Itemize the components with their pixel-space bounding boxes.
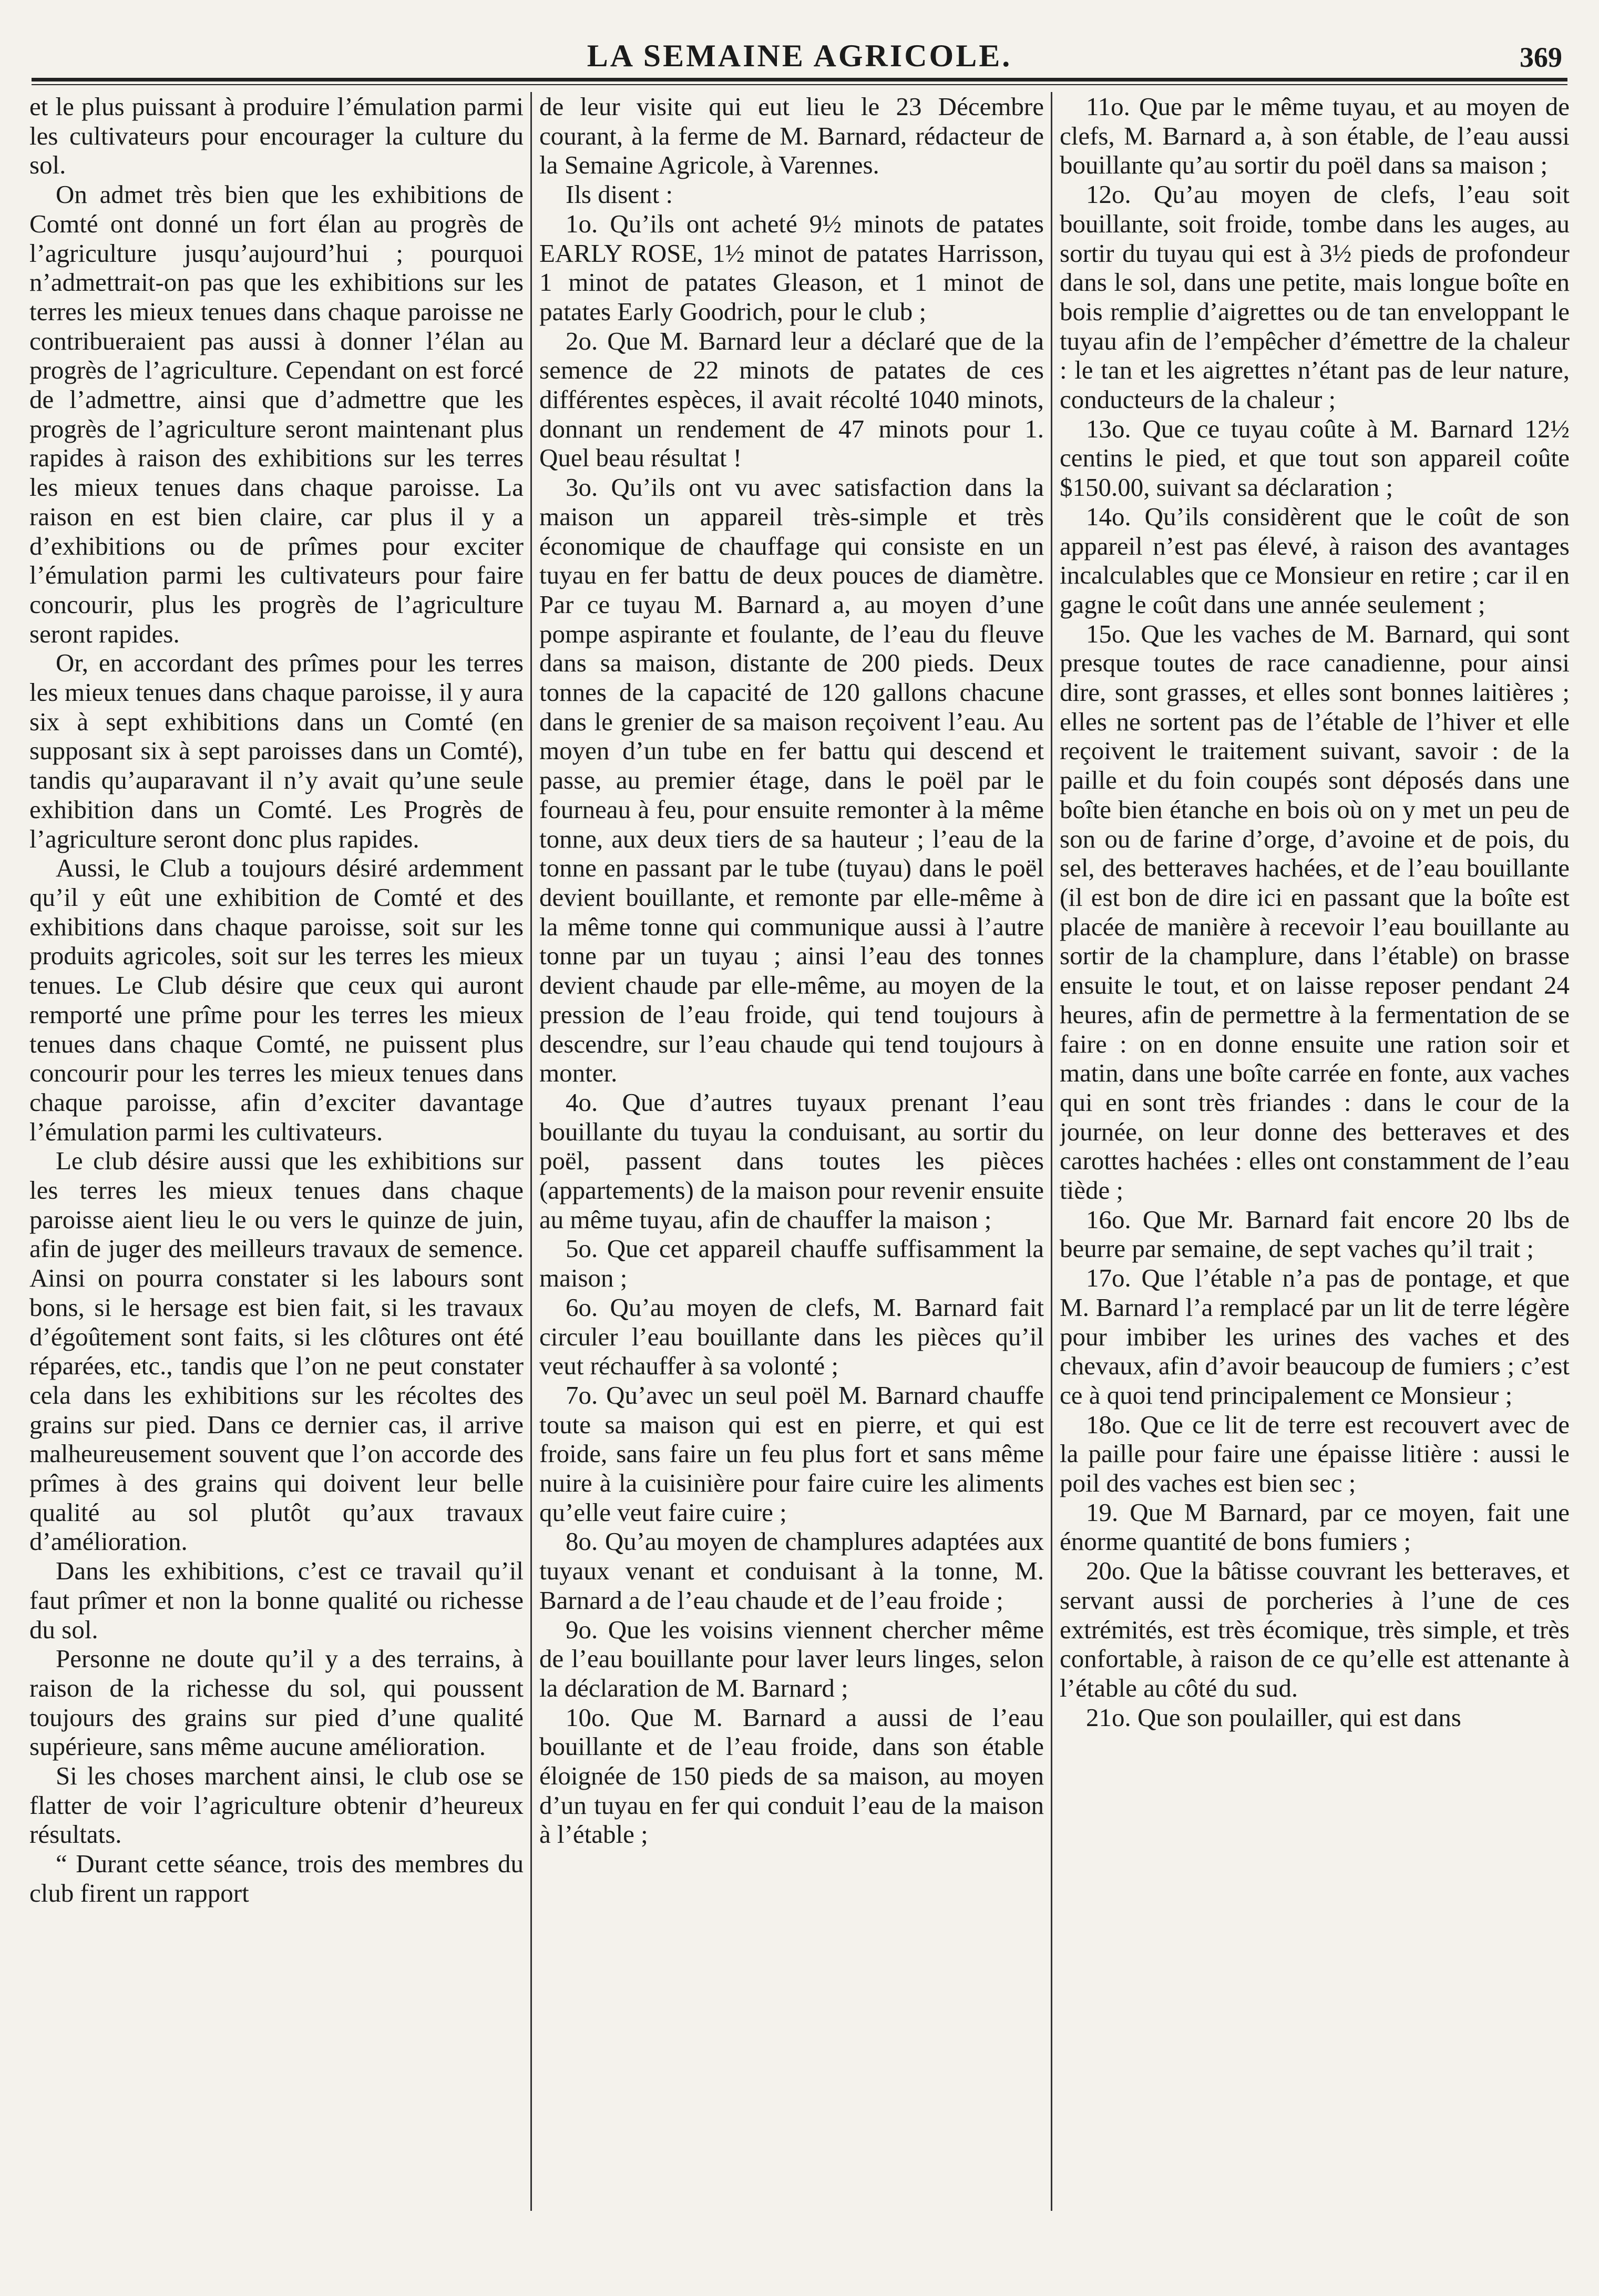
paragraph: 21o. Que son poulailler, qui est dans [1086,1702,1461,1732]
paragraph: Aussi, le Club a toujours désiré ardemment qu’il y eût une exhibition de Comté et des exhibitions dans chaque paroisse, soit sur les produits agricoles, soit sur les terres les mieux tenues. Le Club désire que ceux qui auront remporté une prîme pour les terres les mieux tenues dans chaque Comté, ne puissent plus concourir pour les terres les mieux tenues dans chaque paroisse, afin d’exciter davantage l’émulation parmi les cultivateurs. [29,853,524,1146]
column-divider [530,92,532,2211]
paragraph: 9o. Que les voisins viennent chercher même de l’eau bouillante pour laver leurs linges, selon la déclaration de M. Barnard ; [539,1615,1044,1702]
paragraph: 19. Que M Barnard, par ce moyen, fait une énorme quantité de bons fumiers ; [1060,1497,1570,1556]
paragraph: 3o. Qu’ils ont vu avec satisfaction dans la maison un appareil très-simple et très économique de chauffage qui consiste en un tuyau en fer battu de deux pouces de diamètre. Par ce tuyau M. Barnard a, au moyen d’une pompe aspirante et foulante, de l’eau du fleuve dans sa maison, distante de 200 pieds. Deux tonnes de la capacité de 120 gallons chacune dans le grenier de sa maison reçoivent l’eau. Au moyen d’un tube en fer battu qui descend et passe, au premier étage, dans le poël par le fourneau à feu, pour ensuite remonter à la même tonne, aux deux tiers de sa hauteur ; l’eau de la tonne en passant par le tube (tuyau) dans le poël devient bouillante, et remonte par elle-même à la même tonne qui communique aussi à l’autre tonne par un tuyau ; ainsi l’eau des tonnes devient chaude par elle-même, au moyen de la pression de l’eau froide, qui tend toujours à descendre, sur l’eau chaude qui tend toujours à monter. [539,473,1044,1088]
paragraph: 1o. Qu’ils ont acheté 9½ minots de patates EARLY ROSE, 1½ minot de patates Harrisson, 1 minot de patates Gleason, et 1 minot de patates Early Goodrich, pour le club ; [539,209,1044,326]
paragraph: On admet très bien que les exhibitions de Comté ont donné un fort élan au progrès de l’agriculture jusqu’aujourd’hui ; pourquoi n’admettrait-on pas que les exhibitions sur les terres les mieux tenues dans chaque paroisse ne contribueraient pas aussi à donner l’élan au progrès de l’agriculture. Cependant on est forcé de l’admettre, ainsi que d’admettre que les progrès de l’agriculture seront maintenant plus rapides à raison des exhibitions sur les terres les mieux tenues dans chaque paroisse. La raison en est bien claire, car plus il y a d’exhibitions ou de prîmes pour exciter l’émulation parmi les cultivateurs pour faire concourir, plus les progrès de l’agriculture seront rapides. [29,180,524,648]
paragraph: 20o. Que la bâtisse couvrant les betteraves, et servant aussi de porcheries à l’une de ces extrémités, est très écomique, très simple, et très confortable, à raison de ce qu’elle est attenante à l’étable au côté du sud. [1060,1556,1570,1702]
paragraph: 17o. Que l’étable n’a pas de pontage, et que M. Barnard l’a remplacé par un lit de terre légère pour imbiber les urines des vaches et des chevaux, afin d’avoir beaucoup de fumiers ; c’est ce à quoi tend principalement ce Monsieur ; [1060,1263,1570,1410]
paragraph: 7o. Qu’avec un seul poël M. Barnard chauffe toute sa maison qui est en pierre, et qui est froide, sans faire un feu plus fort et sans même nuire à la cuisinière pour faire cuire les aliments qu’elle veut faire cuire ; [539,1380,1044,1527]
header-rule-thin [32,84,1567,85]
paragraph: 13o. Que ce tuyau coûte à M. Barnard 12½ centins le pied, et que tout son appareil coûte $150.00, suivant sa déclaration ; [1060,414,1570,502]
paragraph: 15o. Que les vaches de M. Barnard, qui sont presque toutes de race canadienne, pour ainsi dire, sont grasses, et elles sont bonnes laitières ; elles ne sortent pas de l’étable de l’hiver et elle reçoivent le traitement suivant, savoir : de la paille et du foin coupés sont déposés dans une boîte bien étanche en bois où on y met un peu de son ou de farine d’orge, d’avoine et de pois, du sel, des betteraves hachées, et de l’eau bouillante (il est bon de dire ici en passant que la boîte est placée de manière à recevoir l’eau bouillante au sortir de la champlure, dans l’étable) on brasse ensuite le tout, et on laisse reposer pendant 24 heures, afin de permettre à la fermentation de se faire : on en donne ensuite une ration soir et matin, dans une boîte carrée en fonte, aux vaches qui en sont très friandes : dans le cour de la journée, on leur donne des betteraves et des carottes hachées : elles ont constamment de l’eau tiède ; [1060,619,1570,1205]
text-columns [29,92,1570,2258]
column-2 [539,92,1044,2258]
paragraph: Personne ne doute qu’il y a des terrains, à raison de la richesse du sol, qui poussent toujours des grains sur pied d’une qualité supérieure, sans même aucune amélioration. [29,1644,524,1761]
paragraph: 6o. Qu’au moyen de clefs, M. Barnard fait circuler l’eau bouillante dans les pièces qu’il veut réchauffer à sa volonté ; [539,1292,1044,1381]
column-3 [1060,92,1570,2258]
paragraph: 8o. Qu’au moyen de champlures adaptées aux tuyaux venant et conduisant à la tonne, M. Barnard a de l’eau chaude et de l’eau froide ; [539,1527,1044,1615]
paragraph: Or, en accordant des prîmes pour les terres les mieux tenues dans chaque paroisse, il y aura six à sept exhibitions dans un Comté (en supposant six à sept paroisses dans un Comté), tandis qu’auparavant il n’y avait qu’une seule exhibition dans un Comté. Les Progrès de l’agriculture seront donc plus rapides. [29,648,524,853]
paragraph: 11o. Que par le même tuyau, et au moyen de clefs, M. Barnard a, à son étable, de l’eau aussi bouillante qu’au sortir du poël dans sa maison ; [1060,92,1570,180]
paragraph: 12o. Qu’au moyen de clefs, l’eau soit bouillante, soit froide, tombe dans les auges, au sortir du tuyau qui est à 3½ pieds de profondeur dans le sol, dans une petite, mais longue boîte en bois remplie d’aigrettes ou de tan enveloppant le tuyau afin de l’empêcher d’émettre de la chaleur : le tan et les aigrettes n’étant pas de leur nature, conducteurs de la chaleur ; [1060,180,1570,414]
page-number: 369 [1520,42,1562,73]
paragraph: 4o. Que d’autres tuyaux prenant l’eau bouillante du tuyau la conduisant, au sortir du poël, passent dans toutes les pièces (appartements) de la maison pour revenir ensuite au même tuyau, afin de chauffer la maison ; [539,1087,1044,1234]
paragraph: Le club désire aussi que les exhibitions sur les terres les mieux tenues dans chaque paroisse aient lieu le ou vers le quinze de juin, afin de juger des meilleurs travaux de semence. Ainsi on pourra constater si les labours sont bons, si le hersage est bien fait, si les travaux d’égoûtement sont faits, si les clôtures ont été réparées, etc., tandis que l’on ne peut constater cela dans les exhibitions sur les récoltes des grains sur pied. Dans ce dernier cas, il arrive malheureusement souvent que l’on accorde des prîmes à des grains qui doivent leur belle qualité au sol plutôt qu’aux travaux d’amélioration. [29,1146,524,1556]
paragraph: 2o. Que M. Barnard leur a déclaré que de la semence de 22 minots de patates de ces différentes espèces, il avait récolté 1040 minots, donnant un rendement de 47 minots pour 1. Quel beau résultat ! [539,326,1044,473]
paragraph: Si les choses marchent ainsi, le club ose se flatter de voir l’agriculture obtenir d’heureux résultats. [29,1761,524,1849]
column-divider [1051,92,1052,2211]
header-rule [32,78,1567,81]
running-head [32,25,1567,83]
journal-title: LA SEMAINE AGRICOLE. [587,38,1012,73]
paragraph: 5o. Que cet appareil chauffe suffisamment la maison ; [539,1234,1044,1293]
paragraph: de leur visite qui eut lieu le 23 Décembre courant, à la ferme de M. Barnard, rédacteur de la Semaine Agricole, à Varennes. [539,92,1044,180]
paragraph: et le plus puissant à produire l’émulation parmi les cultivateurs pour encourager la culture du sol. [29,92,524,180]
paragraph: 16o. Que Mr. Barnard fait encore 20 lbs de beurre par semaine, de sept vaches qu’il trait ; [1060,1205,1570,1263]
paragraph: 14o. Qu’ils considèrent que le coût de son appareil n’est pas élevé, à raison des avantages incalculables que ce Monsieur en retire ; car il en gagne le coût dans une année seulement ; [1060,502,1570,619]
column-1 [29,92,524,2258]
paragraph: Dans les exhibitions, c’est ce travail qu’il faut prîmer et non la bonne qualité ou richesse du sol. [29,1556,524,1644]
paragraph: Ils disent : [566,180,673,209]
paragraph: 18o. Que ce lit de terre est recouvert avec de la paille pour faire une épaisse litière : aussi le poil des vaches est bien sec ; [1060,1410,1570,1498]
paragraph: 10o. Que M. Barnard a aussi de l’eau bouillante et de l’eau froide, dans son étable éloignée de 150 pieds de sa maison, au moyen d’un tuyau en fer qui conduit l’eau de la maison à l’étable ; [539,1702,1044,1849]
paragraph: “ Durant cette séance, trois des membres du club firent un rapport [29,1849,524,1907]
